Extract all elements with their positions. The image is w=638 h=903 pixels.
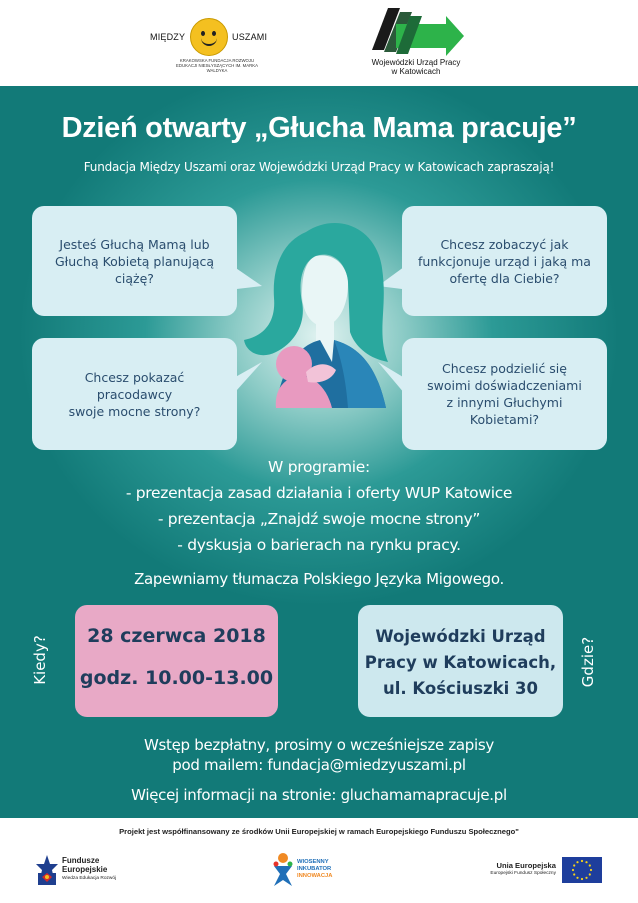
event-date: 28 czerwca 2018 xyxy=(87,625,266,647)
question-bubble-bottom-left: Chcesz pokazać pracodawcy swoje mocne strony? xyxy=(32,338,237,450)
program-item: - prezentacja „Znajdź swoje mocne strony” xyxy=(157,510,481,528)
logo-subtitle: KRAKOWSKA FUNDACJA ROZWOJU EDUKACJI NIESŁYSZĄCYCH IM. MARKA WALDYKA xyxy=(176,58,258,73)
wiosenny-inkubator-logo: WIOSENNY INKUBATOR INNOWACJA xyxy=(272,850,342,890)
place-box xyxy=(358,605,563,717)
logo-word-left: MIĘDZY xyxy=(150,32,186,42)
fe-star-icon xyxy=(36,855,58,885)
where-label: Gdzie? xyxy=(579,636,597,688)
question-bubble-top-left: Jesteś Głuchą Mamą lub Głuchą Kobietą planującą ciążę? xyxy=(32,206,237,316)
program-item: - prezentacja zasad działania i oferty WUP Katowice xyxy=(125,484,513,502)
poster-subtitle: Fundacja Między Uszami oraz Wojewódzki Urząd Pracy w Katowicach zapraszają! xyxy=(83,160,555,174)
fundusze-europejskie-logo: Fundusze Europejskie Wiedza Edukacja Rozwój xyxy=(36,855,146,887)
program-item: - dyskusja o barierach na rynku pracy. xyxy=(177,536,461,554)
eu-flag-icon xyxy=(562,857,602,883)
question-bubble-top-right: Chcesz zobaczyć jak funkcjonuje urząd i jaką ma ofertę dla Ciebie? xyxy=(402,206,607,316)
entry-line: Wstęp bezpłatny, prosimy o wcześniejsze zapisy xyxy=(143,736,494,754)
place-line: Wojewódzki Urząd xyxy=(375,627,546,646)
place-line: ul. Kościuszki 30 xyxy=(382,679,538,698)
cofinance-note: Projekt jest współfinansowany ze środków Unii Europejskiej w ramach Europejskiego Funduszu Społecznego" xyxy=(119,827,519,836)
wup-logo-text: Wojewódzki Urząd Pracy w Katowicach xyxy=(371,58,461,76)
when-label: Kiedy? xyxy=(31,635,49,685)
program-heading: W programie: xyxy=(268,458,370,476)
poster-title: Dzień otwarty „Głucha Mama pracuje” xyxy=(61,112,577,144)
question-bubble-bottom-right: Chcesz podzielić się swoimi doświadczeniami z innymi Głuchymi Kobietami? xyxy=(402,338,607,450)
event-time: godz. 10.00-13.00 xyxy=(79,667,274,689)
date-box xyxy=(75,605,278,717)
inkubator-figure-icon xyxy=(272,852,294,888)
website-line: Więcej informacji na stronie: gluchamamapracuje.pl xyxy=(131,786,507,804)
place-line: Pracy w Katowicach, xyxy=(364,653,557,672)
logo-word-right: USZAMI xyxy=(232,32,268,42)
mother-and-baby-illustration xyxy=(236,212,406,412)
unia-europejska-logo: Unia Europejska Europejski Fundusz Społeczny xyxy=(480,855,602,887)
interpreter-note: Zapewniamy tłumacza Polskiego Języka Migowego. xyxy=(134,570,504,588)
entry-email-line: pod mailem: fundacja@miedzyuszami.pl xyxy=(172,756,466,774)
